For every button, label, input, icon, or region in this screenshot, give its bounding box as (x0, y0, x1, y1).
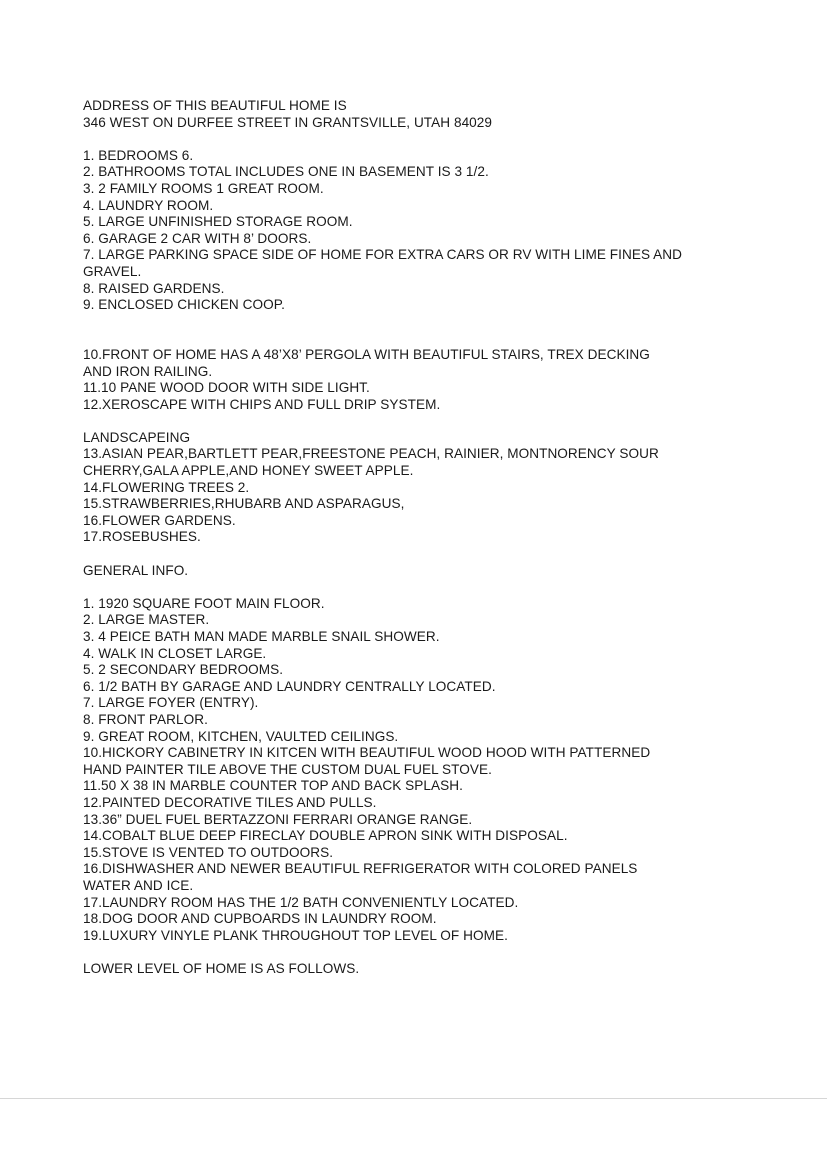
list-item: 6. GARAGE 2 CAR WITH 8’ DOORS. (83, 230, 312, 246)
list-item: 3. 2 FAMILY ROOMS 1 GREAT ROOM. (83, 180, 324, 196)
landscaping-section (83, 430, 743, 546)
general-info-list (83, 596, 743, 944)
list-item: 15.STOVE IS VENTED TO OUTDOORS. (83, 844, 334, 860)
list-item: 19.LUXURY VINYLE PLANK THROUGHOUT TOP LEVEL OF HOME. (83, 927, 508, 943)
section-heading: GENERAL INFO. (83, 562, 189, 578)
list-item: 10.FRONT OF HOME HAS A 48’X8’ PERGOLA WITH BEAUTIFUL STAIRS, TREX DECKING (83, 346, 650, 362)
list-item-continuation: AND IRON RAILING. (83, 363, 213, 379)
list-item: 4. WALK IN CLOSET LARGE. (83, 645, 267, 661)
list-item: 4. LAUNDRY ROOM. (83, 197, 214, 213)
spacer (83, 413, 743, 430)
list-item: 17.LAUNDRY ROOM HAS THE 1/2 BATH CONVENIENTLY LOCATED. (83, 894, 519, 910)
list-item: 2. BATHROOMS TOTAL INCLUDES ONE IN BASEMENT IS 3 1/2. (83, 164, 489, 180)
list-item: 10.HICKORY CABINETRY IN KITCEN WITH BEAUTIFUL WOOD HOOD WITH PATTERNED (83, 745, 651, 761)
list-item: 16.FLOWER GARDENS. (83, 512, 236, 528)
spacer (83, 131, 743, 148)
list-item: 13.ASIAN PEAR,BARTLETT PEAR,FREESTONE PEACH, RAINIER, MONTNORENCY SOUR (83, 446, 659, 462)
list-item: 7. LARGE FOYER (ENTRY). (83, 695, 259, 711)
section-heading: LOWER LEVEL OF HOME IS AS FOLLOWS. (83, 960, 360, 976)
features-list (83, 148, 743, 314)
list-item: 14.FLOWERING TREES 2. (83, 479, 250, 495)
list-item: 12.PAINTED DECORATIVE TILES AND PULLS. (83, 794, 377, 810)
list-item: 5. 2 SECONDARY BEDROOMS. (83, 662, 284, 678)
list-item: 14.COBALT BLUE DEEP FIRECLAY DOUBLE APRON SINK WITH DISPOSAL. (83, 828, 568, 844)
section-heading: LANDSCAPEING (83, 429, 191, 445)
list-item: 13.36” DUEL FUEL BERTAZZONI FERRARI ORANGE RANGE. (83, 811, 473, 827)
list-item: 2. LARGE MASTER. (83, 612, 210, 628)
spacer (83, 579, 743, 596)
list-item-continuation: WATER AND ICE. (83, 877, 194, 893)
list-item: 11.10 PANE WOOD DOOR WITH SIDE LIGHT. (83, 380, 370, 396)
list-item: 18.DOG DOOR AND CUPBOARDS IN LAUNDRY ROOM. (83, 911, 437, 927)
list-item: 11.50 X 38 IN MARBLE COUNTER TOP AND BACK SPLASH. (83, 778, 463, 794)
scan-edge-line (0, 1098, 827, 1099)
list-item: 17.ROSEBUSHES. (83, 529, 201, 545)
list-item: 5. LARGE UNFINISHED STORAGE ROOM. (83, 214, 353, 230)
list-item: 6. 1/2 BATH BY GARAGE AND LAUNDRY CENTRALLY LOCATED. (83, 678, 496, 694)
address-heading: ADDRESS OF THIS BEAUTIFUL HOME IS (83, 98, 347, 113)
list-item: 8. FRONT PARLOR. (83, 711, 208, 727)
list-item-continuation: CHERRY,GALA APPLE,AND HONEY SWEET APPLE. (83, 463, 414, 479)
list-item: 8. RAISED GARDENS. (83, 280, 225, 296)
list-item: 3. 4 PEICE BATH MAN MADE MARBLE SNAIL SHOWER. (83, 629, 440, 644)
list-item: 1. 1920 SQUARE FOOT MAIN FLOOR. (83, 595, 325, 611)
list-item: 9. ENCLOSED CHICKEN COOP. (83, 297, 285, 313)
list-item-continuation: HAND PAINTER TILE ABOVE THE CUSTOM DUAL FUEL STOVE. (83, 761, 492, 777)
list-item: 9. GREAT ROOM, KITCHEN, VAULTED CEILINGS. (83, 728, 399, 744)
list-item: 12.XEROSCAPE WITH CHIPS AND FULL DRIP SYSTEM. (83, 396, 441, 412)
address-street: 346 WEST ON DURFEE STREET IN GRANTSVILLE, UTAH 84029 (83, 114, 493, 130)
list-item: 7. LARGE PARKING SPACE SIDE OF HOME FOR EXTRA CARS OR RV WITH LIME FINES AND (83, 247, 683, 263)
list-item: 15.STRAWBERRIES,RHUBARB AND ASPARAGUS, (83, 496, 405, 512)
exterior-list (83, 347, 743, 413)
spacer (83, 314, 743, 347)
list-item: 16.DISHWASHER AND NEWER BEAUTIFUL REFRIGERATOR WITH COLORED PANELS (83, 861, 638, 877)
list-item-continuation: GRAVEL. (83, 263, 142, 279)
spacer (83, 546, 743, 563)
document-page (83, 98, 743, 977)
list-item: 1. BEDROOMS 6. (83, 147, 194, 163)
spacer (83, 944, 743, 961)
